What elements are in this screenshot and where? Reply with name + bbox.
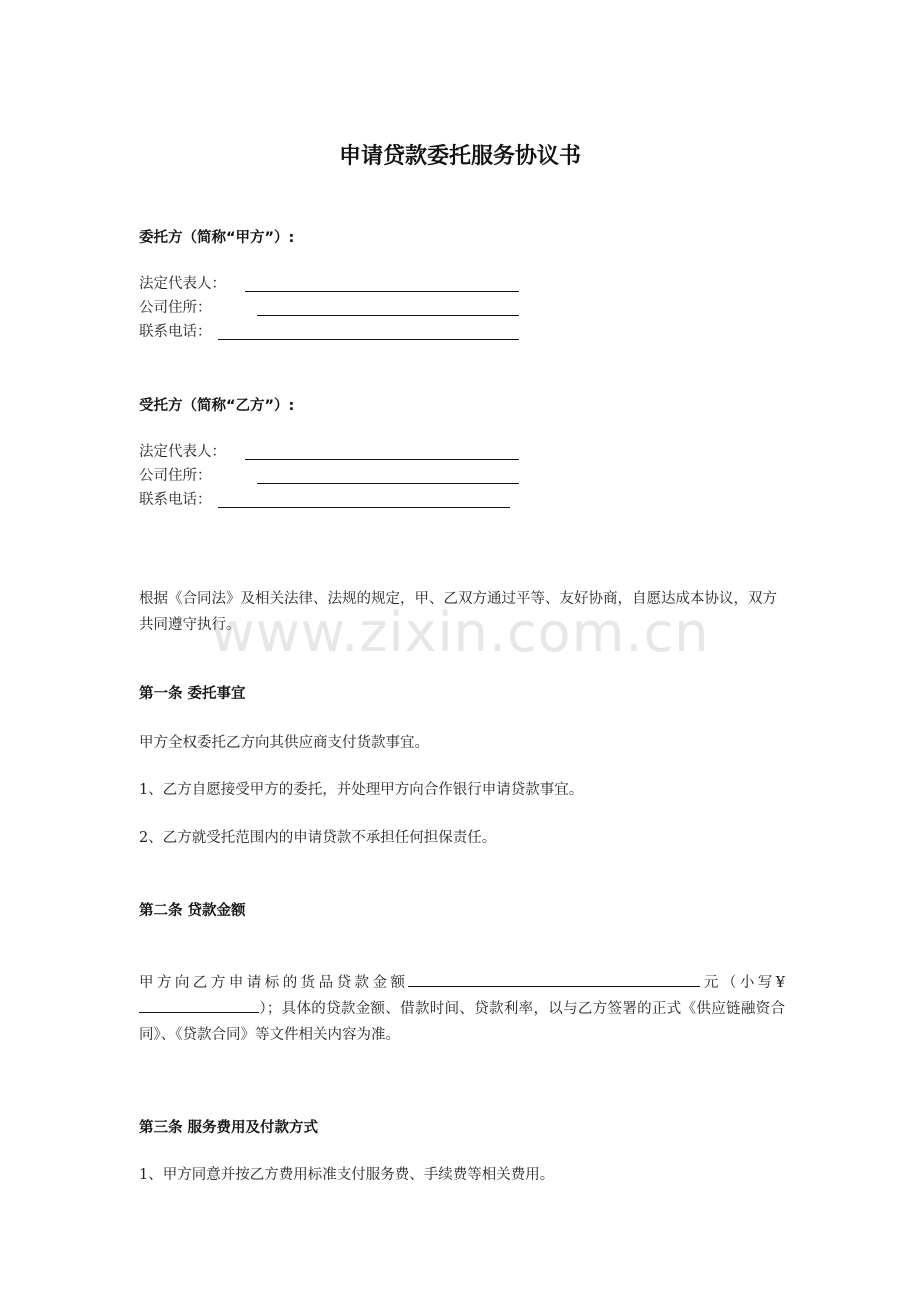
article-2-heading: 第二条 贷款金额 <box>139 903 246 919</box>
article-1-intro: 甲方全权委托乙方向其供应商支付货款事宜。 <box>139 735 429 751</box>
article-3-heading: 第三条 服务费用及付款方式 <box>139 1120 319 1136</box>
field-label: 联系电话： <box>139 492 212 508</box>
fill-in-line <box>257 315 519 316</box>
field-label: 法定代表人： <box>139 444 226 460</box>
document-title: 申请贷款委托服务协议书 <box>338 144 581 169</box>
article-2-text-rest: ）；具体的贷款金额、借款时间、贷款利率，以与乙方签署的正式《供应链融资合同》、《贷款合同》等文件相关内容为准。 <box>139 1001 785 1043</box>
watermark: www.zixin.com.cn <box>210 601 710 664</box>
field-label: 公司住所： <box>139 300 212 316</box>
party-a-heading: 委托方（简称“甲方”）: <box>139 230 295 246</box>
fill-in-line <box>257 483 519 484</box>
article-1-item-1: 1、乙方自愿接受甲方的委托，并处理甲方向合作银行申请贷款事宜。 <box>139 782 584 798</box>
field-label: 联系电话： <box>139 324 212 340</box>
fill-in-line <box>218 339 519 340</box>
party-a-legal-rep-field[interactable] <box>139 273 529 295</box>
fill-in-line <box>245 291 519 292</box>
article-1-item-2: 2、乙方就受托范围内的申请贷款不承担任何担保责任。 <box>139 830 497 846</box>
field-label: 公司住所： <box>139 468 212 484</box>
article-2-paragraph <box>139 970 785 1048</box>
party-b-legal-rep-field[interactable] <box>139 441 529 463</box>
fill-in-line <box>218 507 510 508</box>
amount-figure-blank-line[interactable] <box>139 998 259 1013</box>
fill-in-line <box>245 459 519 460</box>
preamble-paragraph: 根据《合同法》及相关法律、法规的规定，甲、乙双方通过平等、友好协商，自愿达成本协议，双方共同遵守执行。 <box>139 591 777 633</box>
party-a-address-field[interactable] <box>139 297 529 319</box>
party-b-address-field[interactable] <box>139 465 529 487</box>
party-a-phone-field[interactable] <box>139 321 529 343</box>
article-2-text-start: 甲方向乙方申请标的货品贷款金额 <box>139 975 409 991</box>
amount-blank-line[interactable] <box>408 972 700 987</box>
party-b-heading: 受托方（简称“乙方”）: <box>139 398 295 414</box>
article-2-text-yuan: 元（小写 <box>700 975 776 991</box>
party-b-phone-field[interactable] <box>139 489 529 511</box>
article-3-item-1: 1、甲方同意并按乙方费用标准支付服务费、手续费等相关费用。 <box>139 1167 555 1183</box>
article-2-text-yen: ¥ <box>775 975 786 991</box>
article-1-heading: 第一条 委托事宜 <box>139 686 246 702</box>
field-label: 法定代表人： <box>139 276 226 292</box>
